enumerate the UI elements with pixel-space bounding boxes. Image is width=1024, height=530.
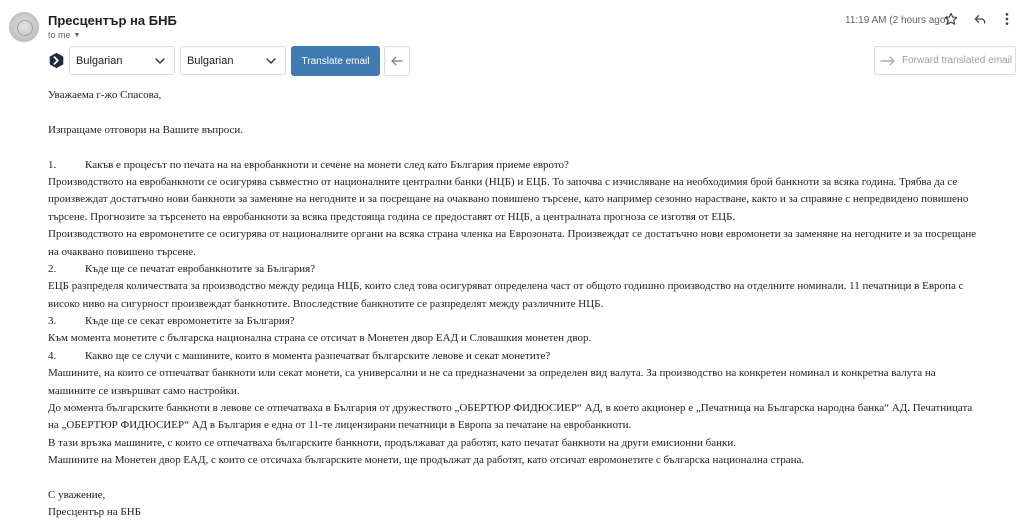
question-2 — [48, 261, 1018, 278]
answer-line: произвеждат достатъчно нови банкноти за заменяне на негодните и за посрещане на очаквано повишено търсене, като например сезонно нарастване, както и за справяне с непредвидено повишено — [48, 193, 969, 206]
answer-line: Машините, на които се отпечатват банкноти или секат монети, са универсални и не са предназначени за определен вид валута. За производство на конкретен номинал и конкретна валута на — [48, 367, 936, 380]
answer-line: машините се извършват само настройки. — [48, 384, 240, 397]
answer-line: Производството на евромонетите се осигурява от националните органи на всяка страна членка на Еврозоната. Произвеждат се достатъчно нови евромонети за заменяне на негодните и за посрещане — [48, 228, 977, 241]
answer-line: търсене. Прогнозите за търсенето на евробанкноти за всяка предстояща година се предоставят от НЦБ, а централната прогноза се изготвя от ЕЦБ. — [48, 210, 736, 223]
chevron-down-icon — [154, 55, 166, 67]
to-me-label: to me — [48, 30, 71, 40]
translator-logo-icon — [48, 52, 65, 69]
question-number: 3. — [48, 315, 57, 328]
question-text: Какво ще се случи с машините, които в момента разпечатват българските левове и секат монетите? — [85, 349, 551, 362]
source-language-select[interactable] — [69, 46, 175, 75]
source-language-value: Bulgarian — [76, 54, 123, 67]
sender-avatar[interactable] — [9, 12, 39, 42]
translate-email-button[interactable]: Translate email — [291, 46, 380, 76]
greeting: Уважаема г-жо Спасова, — [48, 89, 162, 101]
closing: С уважение, — [48, 488, 106, 501]
back-button[interactable] — [384, 46, 410, 76]
forward-translated-email-button[interactable] — [874, 46, 1016, 75]
answer-line: До момента българските банкноти в левове се отпечатваха в България от дружеството „ОБЕРТЮР ФИДЮСИЕР“ АД, в което акционер е „Печатница на Българска народна банка“ АД. Печатницата — [48, 402, 973, 415]
answer-line: на очаквано повишено търсене. — [48, 245, 196, 258]
sender-name[interactable]: Пресцентър на БНБ — [48, 13, 177, 28]
recipient-details-toggle[interactable] — [48, 30, 80, 40]
caret-down-icon: ▼ — [73, 31, 81, 39]
answer-line: на „ОБЕРТЮР ФИДЮСИЕР“ АД в България е една от 11-те лицензирани печатници в Европа за печатане на евробанкноти. — [48, 419, 632, 432]
more-options-icon[interactable] — [998, 10, 1016, 28]
question-text: Къде ще се секат евромонетите за България? — [85, 315, 295, 328]
arrow-left-icon — [390, 54, 404, 68]
reply-icon[interactable] — [971, 10, 989, 28]
answer-line: ЕЦБ разпределя количествата за производство между редица НЦБ, които след това осигуряват определена част от общото годишно производство на отделните номинали. 11 печатници в Европа с — [48, 280, 964, 293]
email-timestamp: 11:19 AM (2 hours ago) — [845, 15, 949, 26]
intro-line: Изпращаме отговори на Вашите въпроси. — [48, 123, 243, 136]
answer-line: Производството на евробанкноти се осигурява съвместно от националните централни банки (НЦБ) и ЕЦБ. То започва с изчисляване на необходимия брой банкноти за всяка година. Трябва да се — [48, 175, 958, 188]
question-text: Какъв е процесът по печата на на евробанкноти и сечене на монети след като България приеме еврото? — [85, 158, 569, 171]
chevron-down-icon — [265, 55, 277, 67]
arrow-right-icon — [880, 55, 896, 67]
question-text: Къде ще се печатат евробанкнотите за България? — [85, 262, 316, 275]
answer-line: В тази връзка машините, с които се отпечатваха българските банкноти, продължават да работят, като печатат банкноти на други емисионни банки. — [48, 436, 736, 449]
question-4 — [48, 348, 1018, 365]
email-body — [48, 87, 1018, 522]
forward-translated-label: Forward translated email — [902, 55, 1013, 66]
star-icon[interactable] — [942, 10, 960, 28]
question-number: 4. — [48, 349, 57, 362]
answer-line: високо ниво на сигурност произвеждат банкнотите. Впоследствие банкнотите се разпределят между различните НЦБ. — [48, 297, 604, 310]
answer-line: Машините на Монетен двор ЕАД, с които се отсичаха българските монети, ще продължат да работят, като отсичат евромонетите с българска национална страна. — [48, 454, 805, 467]
question-number: 1. — [48, 158, 57, 171]
question-number: 2. — [48, 262, 57, 275]
answer-line: Към момента монетите с българска национална страна се отсичат в Монетен двор ЕАД и Словашкия монетен двор. — [48, 332, 592, 345]
question-3 — [48, 313, 1018, 330]
target-language-value: Bulgarian — [187, 54, 234, 67]
question-1 — [48, 157, 1018, 174]
target-language-select[interactable] — [180, 46, 286, 75]
signature: Пресцентър на БНБ — [48, 506, 141, 519]
